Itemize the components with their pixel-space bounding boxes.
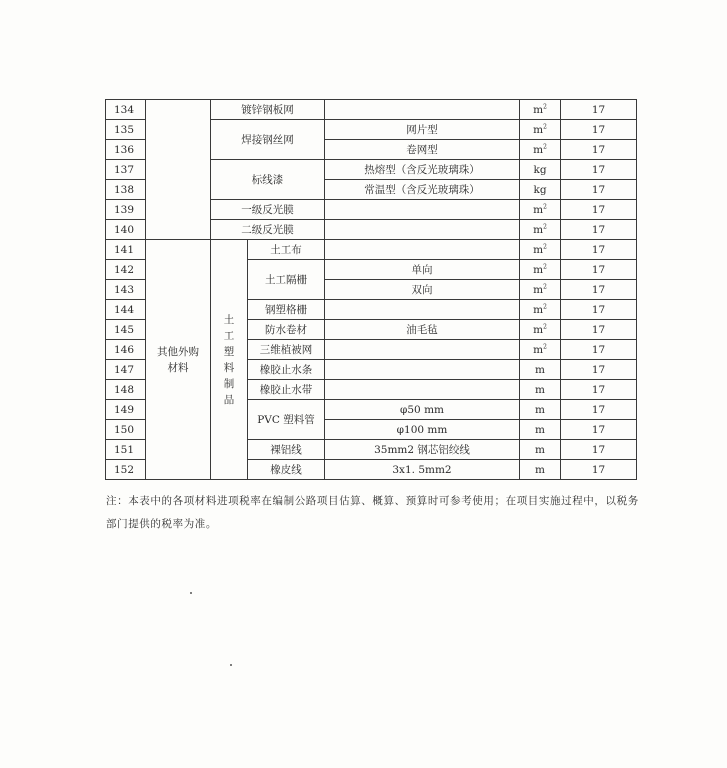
- unit-superscript: 2: [543, 283, 547, 290]
- unit-text: m: [535, 403, 545, 416]
- unit-cell: [520, 240, 561, 260]
- unit-cell: [520, 300, 561, 320]
- unit-text: m: [533, 303, 544, 316]
- item-spec: φ50 mm: [325, 400, 520, 420]
- tax-rate: 17: [561, 240, 637, 260]
- unit-superscript: 2: [543, 323, 547, 330]
- item-spec: [325, 240, 520, 260]
- row-number: 140: [106, 220, 146, 240]
- unit-text: m: [533, 243, 544, 256]
- tax-rate: 17: [561, 260, 637, 280]
- table-footnote: 注：本表中的各项材料进项税率在编制公路项目估算、概算、预算时可参考使用；在项目实施过程中，以税务部门提供的税率为准。: [106, 495, 639, 530]
- row-number: 136: [106, 140, 146, 160]
- unit-text: m: [533, 103, 544, 116]
- row-number: 142: [106, 260, 146, 280]
- item-name: 二级反光膜: [211, 220, 325, 240]
- unit-text: m: [535, 383, 545, 396]
- tax-rate: 17: [561, 320, 637, 340]
- unit-text: m: [533, 143, 544, 156]
- item-spec: [325, 300, 520, 320]
- item-spec: φ100 mm: [325, 420, 520, 440]
- tax-rate: 17: [561, 340, 637, 360]
- unit-cell: [520, 320, 561, 340]
- tax-rate: 17: [561, 280, 637, 300]
- unit-superscript: 2: [543, 343, 547, 350]
- unit-cell: [520, 260, 561, 280]
- item-spec: 常温型（含反光玻璃珠）: [325, 180, 520, 200]
- unit-text: m: [533, 323, 544, 336]
- unit-text: m: [533, 123, 544, 136]
- row-number: 137: [106, 160, 146, 180]
- tax-rate: 17: [561, 300, 637, 320]
- tax-rate: 17: [561, 200, 637, 220]
- row-number: 152: [106, 460, 146, 480]
- item-name: 三维植被网: [248, 340, 325, 360]
- unit-text: kg: [533, 163, 547, 176]
- item-spec: [325, 100, 520, 120]
- unit-superscript: 2: [543, 143, 547, 150]
- row-number: 144: [106, 300, 146, 320]
- unit-text: m: [533, 283, 544, 296]
- unit-cell: [520, 420, 561, 440]
- unit-text: m: [535, 363, 545, 376]
- item-name: 橡胶止水条: [248, 360, 325, 380]
- row-number: 139: [106, 200, 146, 220]
- tax-rate: 17: [561, 100, 637, 120]
- unit-text: m: [533, 343, 544, 356]
- unit-cell: [520, 360, 561, 380]
- tax-rate: 17: [561, 120, 637, 140]
- tax-rate: 17: [561, 460, 637, 480]
- row-number: 150: [106, 420, 146, 440]
- item-spec: 卷网型: [325, 140, 520, 160]
- item-spec: [325, 360, 520, 380]
- unit-superscript: 2: [543, 303, 547, 310]
- item-spec: 双向: [325, 280, 520, 300]
- unit-superscript: 2: [543, 223, 547, 230]
- unit-cell: [520, 220, 561, 240]
- row-number: 149: [106, 400, 146, 420]
- unit-text: m: [533, 263, 544, 276]
- unit-cell: [520, 180, 561, 200]
- row-number: 143: [106, 280, 146, 300]
- unit-cell: [520, 120, 561, 140]
- unit-text: kg: [533, 183, 547, 196]
- tax-rate: 17: [561, 180, 637, 200]
- unit-superscript: 2: [543, 123, 547, 130]
- tax-rate: 17: [561, 420, 637, 440]
- tax-rate: 17: [561, 140, 637, 160]
- row-number: 147: [106, 360, 146, 380]
- tax-rate: 17: [561, 220, 637, 240]
- tax-rate: 17: [561, 380, 637, 400]
- tax-rate: 17: [561, 160, 637, 180]
- item-name: 土工布: [248, 240, 325, 260]
- unit-superscript: 2: [543, 203, 547, 210]
- item-spec: [325, 380, 520, 400]
- scan-speck: [230, 664, 232, 666]
- item-spec: 3x1. 5mm2: [325, 460, 520, 480]
- unit-superscript: 2: [543, 263, 547, 270]
- row-number: 146: [106, 340, 146, 360]
- item-name: 钢塑格栅: [248, 300, 325, 320]
- item-spec: 35mm2 钢芯铝绞线: [325, 440, 520, 460]
- tax-rate: 17: [561, 400, 637, 420]
- unit-text: m: [535, 423, 545, 436]
- category-geosynthetic: 土工塑料制品: [211, 240, 248, 480]
- unit-superscript: 2: [543, 103, 547, 110]
- unit-cell: [520, 340, 561, 360]
- table-row: [106, 100, 637, 120]
- item-spec: 网片型: [325, 120, 520, 140]
- tax-rate: 17: [561, 360, 637, 380]
- unit-text: m: [535, 443, 545, 456]
- unit-text: m: [533, 203, 544, 216]
- item-name: 土工隔栅: [248, 260, 325, 300]
- item-name: PVC 塑料管: [248, 400, 325, 440]
- item-name: 裸铝线: [248, 440, 325, 460]
- unit-text: m: [533, 223, 544, 236]
- unit-cell: [520, 100, 561, 120]
- category-other-purchased: 其他外购材料: [146, 240, 211, 480]
- item-spec: 热熔型（含反光玻璃珠）: [325, 160, 520, 180]
- scan-speck: [190, 592, 192, 594]
- item-spec: [325, 220, 520, 240]
- unit-cell: [520, 160, 561, 180]
- unit-cell: [520, 440, 561, 460]
- tax-rate: 17: [561, 440, 637, 460]
- item-spec: [325, 340, 520, 360]
- item-name: 焊接钢丝网: [211, 120, 325, 160]
- row-number: 145: [106, 320, 146, 340]
- item-name: 标线漆: [211, 160, 325, 200]
- item-name: 镀锌钢板网: [211, 100, 325, 120]
- unit-superscript: 2: [543, 243, 547, 250]
- unit-cell: [520, 200, 561, 220]
- unit-cell: [520, 380, 561, 400]
- row-number: 138: [106, 180, 146, 200]
- unit-cell: [520, 280, 561, 300]
- row-number: 135: [106, 120, 146, 140]
- item-name: 一级反光膜: [211, 200, 325, 220]
- row-number: 141: [106, 240, 146, 260]
- row-number: 134: [106, 100, 146, 120]
- item-name: 橡胶止水带: [248, 380, 325, 400]
- row-number: 151: [106, 440, 146, 460]
- row-number: 148: [106, 380, 146, 400]
- table-row: [106, 240, 637, 260]
- unit-cell: [520, 400, 561, 420]
- item-spec: 油毛毡: [325, 320, 520, 340]
- tax-rate-table: [105, 99, 637, 480]
- unit-text: m: [535, 463, 545, 476]
- unit-cell: [520, 140, 561, 160]
- item-name: 橡皮线: [248, 460, 325, 480]
- unit-cell: [520, 460, 561, 480]
- item-spec: [325, 200, 520, 220]
- category-cell-empty: [146, 100, 211, 240]
- item-spec: 单向: [325, 260, 520, 280]
- item-name: 防水卷材: [248, 320, 325, 340]
